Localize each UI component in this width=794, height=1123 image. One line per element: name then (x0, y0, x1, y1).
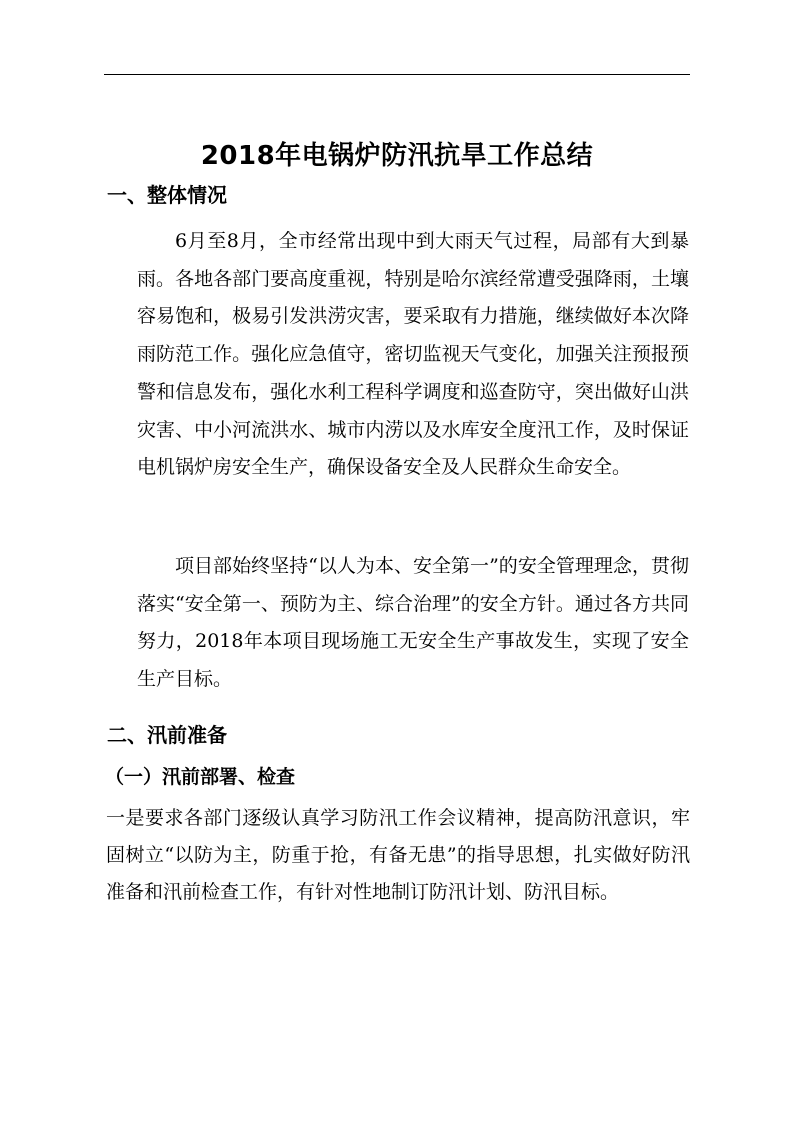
header-rule (104, 74, 690, 75)
document-title: 2018年电锅炉防汛抗旱工作总结 (200, 141, 594, 171)
section-heading-preparation: 二、汛前准备 (107, 723, 227, 747)
overview-paragraph-2: 项目部始终坚持“以人为本、安全第一”的安全管理理念，贯彻落实“安全第一、预防为主、综合治理”的安全方针。通过各方共同努力，2018年本项目现场施工无安全生产事故发生，实现了安全生产目标。 (137, 555, 689, 691)
subsection-heading-deployment: （一）汛前部署、检查 (105, 766, 296, 788)
section-heading-overview: 一、整体情况 (107, 183, 227, 207)
overview-paragraph-1: 6月至8月，全市经常出现中到大雨天气过程，局部有大到暴雨。各地各部门要高度重视，特别是哈尔滨经常遭受强降雨，土壤容易饱和，极易引发洪涝灾害，要采取有力措施，继续做好本次降雨防范工作。强化应急值守，密切监视天气变化，加强关注预报预警和信息发布，强化水利工程科学调度和巡查防守，突出做好山洪灾害、中小河流洪水、城市内涝以及水库安全度汛工作，及时保证电机锅炉房安全生产，确保设备安全及人民群众生命安全。 (137, 230, 689, 479)
preparation-paragraph: 一是要求各部门逐级认真学习防汛工作会议精神，提高防汛意识，牢固树立“以防为主，防重于抢，有备无患”的指导思想，扎实做好防汛准备和汛前检查工作，有针对性地制订防汛计划、防汛目标。 (106, 807, 690, 903)
